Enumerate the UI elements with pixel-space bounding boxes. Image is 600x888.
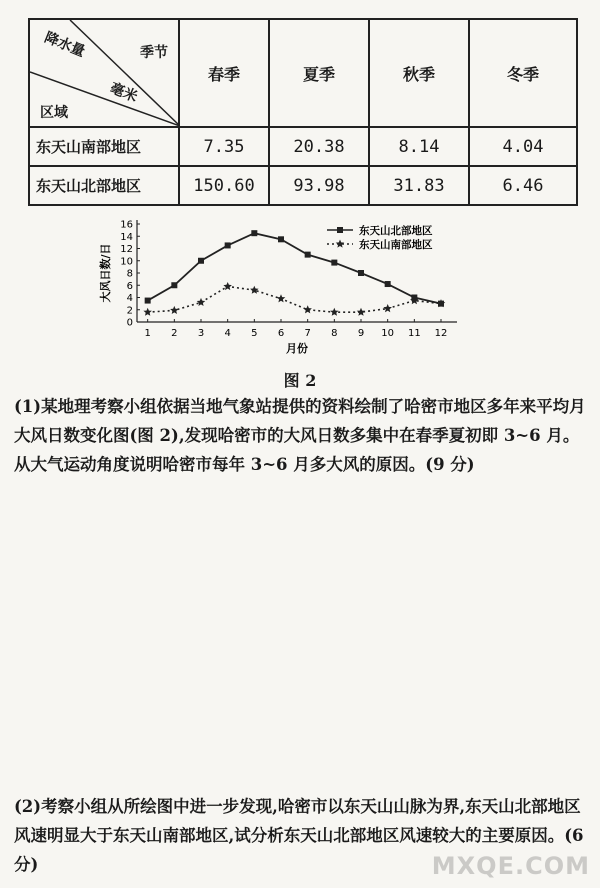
y-tick-label: 4 (126, 293, 133, 304)
data-point (358, 270, 364, 276)
x-tick-label: 1 (144, 328, 151, 339)
column-header: 夏季 (269, 19, 369, 127)
wind-days-chart (95, 214, 475, 364)
data-point (250, 286, 259, 294)
x-tick-label: 5 (251, 328, 258, 339)
y-tick-label: 6 (126, 280, 133, 292)
data-point (303, 305, 312, 313)
x-tick-label: 8 (331, 328, 338, 339)
data-point (330, 308, 339, 316)
question-1: (1)某地理考察小组依据当地气象站提供的资料绘制了哈密市地区多年来平均月大风日数变化图(图 2),发现哈密市的大风日数多集中在春季夏初即 3~6 月。从大气运动角度说明哈密市每年 3~6 月多大风的原因。(9 分) (14, 397, 586, 474)
table-corner-header (29, 19, 179, 127)
data-point (197, 298, 206, 306)
y-axis-label: 大风日数/日 (99, 243, 112, 303)
question-2: (2)考察小组从所绘图中进一步发现,哈密市以东天山山脉为界,东天山北部地区风速明显大于东天山南部地区,试分析东天山北部地区风速较大的主要原因。(6 分) (14, 797, 584, 874)
data-point (278, 236, 284, 242)
table-cell: 6.46 (469, 166, 577, 205)
data-point (385, 281, 391, 287)
data-point (251, 230, 257, 236)
x-axis-label: 月份 (286, 342, 308, 355)
data-point (277, 294, 286, 302)
table-cell: 20.38 (269, 127, 369, 166)
corner-label-season: 季节 (140, 45, 168, 61)
watermark: MXQE.COM (431, 852, 590, 880)
figure-caption: 图 2 (283, 371, 317, 390)
corner-label-region: 区域 (40, 105, 68, 121)
series-line-2 (148, 286, 441, 312)
y-tick-label: 0 (126, 317, 133, 329)
data-point (145, 298, 151, 304)
y-tick-label: 16 (120, 219, 133, 231)
corner-label-unit: 毫米 (107, 80, 140, 106)
x-tick-label: 2 (171, 328, 178, 339)
precipitation-table (28, 18, 578, 206)
table-cell: 150.60 (179, 166, 269, 205)
table-cell: 8.14 (369, 127, 469, 166)
x-tick-label: 4 (224, 328, 231, 339)
data-point (171, 282, 177, 288)
y-tick-label: 2 (126, 305, 133, 317)
data-point (198, 258, 204, 264)
column-header: 春季 (179, 19, 269, 127)
table-row (29, 127, 577, 166)
data-point (170, 306, 179, 314)
x-tick-label: 6 (277, 328, 285, 339)
column-header: 冬季 (469, 19, 577, 127)
x-tick-label: 7 (304, 328, 311, 339)
y-tick-label: 10 (120, 256, 133, 268)
y-tick-label: 12 (120, 244, 133, 255)
row-header: 东天山北部地区 (29, 166, 179, 205)
data-point (143, 308, 152, 316)
table-row (29, 166, 577, 205)
data-point (357, 308, 366, 316)
row-header: 东天山南部地区 (29, 127, 179, 166)
x-tick-label: 3 (197, 328, 205, 339)
data-point (383, 304, 392, 312)
x-tick-label: 9 (357, 328, 365, 339)
corner-label-precip: 降水量 (42, 29, 88, 61)
table-cell: 93.98 (269, 166, 369, 205)
table-cell: 4.04 (469, 127, 577, 166)
table-cell: 31.83 (369, 166, 469, 205)
data-point (305, 252, 311, 258)
y-tick-label: 14 (120, 231, 133, 243)
y-tick-label: 8 (126, 268, 133, 280)
wind-days-chart-svg (95, 214, 475, 364)
x-tick-label: 10 (381, 328, 395, 339)
x-tick-label: 11 (407, 328, 421, 339)
data-point (225, 242, 231, 248)
column-header: 秋季 (369, 19, 469, 127)
legend-label: 东天山北部地区 (359, 225, 433, 237)
legend-marker (336, 240, 345, 248)
legend-label: 东天山南部地区 (359, 239, 433, 251)
legend-marker (337, 227, 343, 233)
table-cell: 7.35 (179, 127, 269, 166)
data-point (331, 260, 337, 266)
x-tick-label: 12 (434, 328, 448, 339)
